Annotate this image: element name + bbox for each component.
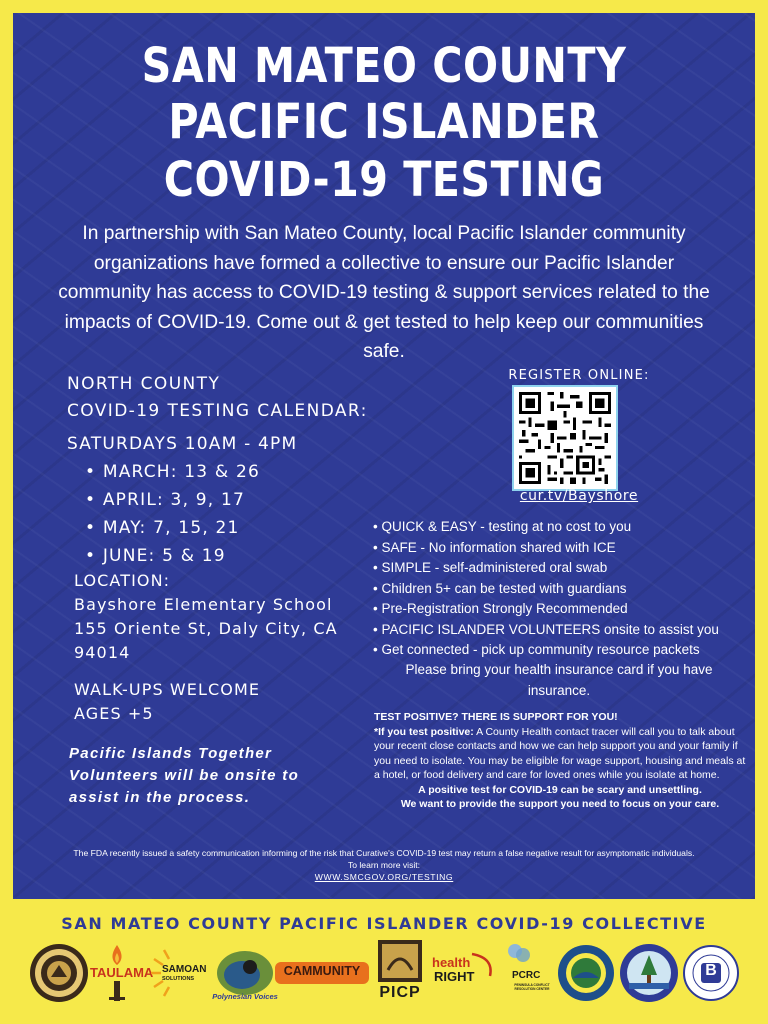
date-june: • JUNE: 5 & 19 [85,542,397,570]
benefit-item: • SAFE - No information shared with ICE [373,538,745,559]
san-mateo-county-seal-logo [618,940,680,1006]
taulama-logo [90,940,154,1006]
location-address-1: 155 Oriente St, Daly City, CA [74,619,338,638]
volunteers-note-3: assist in the process. [69,789,251,806]
title-line-3: COVID-19 TESTING [163,152,605,208]
health-right-logo [430,940,500,1006]
picp-logo-text: PICP [379,984,421,1001]
testing-hours: SATURDAYS 10AM - 4PM [67,434,298,454]
fda-notice-text: The FDA recently issued a safety communication informing of the risk that Curative's COVID-19 test may return a false negative result for asymptomatic individuals. [73,848,695,858]
polynesian-voices-text: Polynesian Voices [212,992,278,1001]
pcrc-logo [502,940,554,1006]
location-block [74,569,374,665]
benefit-item: • SIMPLE - self-administered oral swab [373,558,745,579]
pcrc-logo-text: PCRC [512,970,541,981]
health-right-logo-text: RIGHT [434,969,475,984]
testing-calendar [67,371,397,570]
benefit-item: • QUICK & EASY - testing at no cost to you [373,517,745,538]
support-closing-1: A positive test for COVID-19 can be scary and unsettling. [418,783,702,796]
support-lead: *If you test positive: [374,725,474,738]
samoan-solutions-logo [148,940,210,1006]
benefit-item: • Pre-Registration Strongly Recommended [373,599,745,620]
location-address-2: 94014 [74,643,131,662]
support-closing-2: We want to provide the support you need to focus on your care. [400,798,720,810]
picp-logo [372,940,428,1006]
bayshore-logo-text: B [705,962,717,979]
pacific-islands-seal-logo [28,940,90,1006]
testing-website-link[interactable]: WWW.SMCGOV.ORG/TESTING [314,872,454,882]
title-line-1: SAN MATEO COUNTY [141,38,627,94]
title-line-2: PACIFIC ISLANDER [168,94,600,150]
walkups-block [74,678,374,726]
support-text: A County Health contact tracer will call you to talk about your recent close contacts and how we can help support you and your family if you need to isolate. You may be eligible for wage support, housing and meals at a hotel, or food delivery and care for loved ones while you isolate at home. [374,725,746,781]
calendar-heading-2: COVID-19 TESTING CALENDAR: [67,401,368,421]
volunteers-note-2: Volunteers will be onsite to [69,767,300,784]
samoan-solutions-text: SAMOAN [162,964,207,975]
community-logo [274,940,370,1006]
benefits-list [373,517,745,661]
polynesian-voices-logo [210,940,280,1006]
volunteers-note [69,743,369,809]
location-name: Bayshore Elementary School [74,595,333,614]
walkups-ages: AGES +5 [74,704,154,723]
register-label: REGISTER ONLINE: [508,368,650,383]
qr-code-icon [519,392,611,484]
date-may: • MAY: 7, 15, 21 [85,514,397,542]
benefit-item: • PACIFIC ISLANDER VOLUNTEERS onsite to assist you [373,620,745,641]
community-logo-text: CAMMUNITY [283,964,361,978]
collective-title: SAN MATEO COUNTY PACIFIC ISLANDER COVID-19 COLLECTIVE [61,914,707,933]
benefit-item: • Get connected - pick up community resource packets [373,640,745,661]
bayshore-school-logo [682,940,740,1006]
samoan-solutions-subtext: SOLUTIONS [162,976,195,982]
partner-logos [28,940,740,1006]
insurance-card-note: Please bring your health insurance card if you have insurance. [405,662,713,698]
flyer-panel [13,13,755,899]
health-logo-text: health [432,955,471,970]
support-block [374,710,746,812]
registration-link[interactable]: cur.tv/Bayshore [519,488,639,504]
taulama-logo-text: TAULAMA [90,965,154,980]
support-body [374,725,746,783]
testing-dates [85,458,397,570]
fda-learn-more: To learn more visit: [347,860,421,870]
date-april: • APRIL: 3, 9, 17 [85,486,397,514]
fda-notice [23,847,745,883]
intro-paragraph: In partnership with San Mateo County, local Pacific Islander community organizations have formed a collective to ensure our Pacific Islander community has access to COVID-19 testing & support services related to the impacts of COVID-19. Come out & get tested to help keep our communities safe. [58,223,710,362]
date-march: • MARCH: 13 & 26 [85,458,397,486]
pcrc-logo-subtext: PENINSULA CONFLICT RESOLUTION CENTER [514,983,550,991]
location-label: LOCATION: [74,571,171,590]
east-palo-alto-seal-logo [556,940,616,1006]
volunteers-note-1: Pacific Islands Together [69,745,273,762]
calendar-heading-1: NORTH COUNTY [67,374,221,394]
benefit-item: • Children 5+ can be tested with guardians [373,579,745,600]
walkups-welcome: WALK-UPS WELCOME [74,680,261,699]
support-heading: TEST POSITIVE? THERE IS SUPPORT FOR YOU! [374,711,618,723]
registration-qr-code[interactable] [512,385,618,491]
